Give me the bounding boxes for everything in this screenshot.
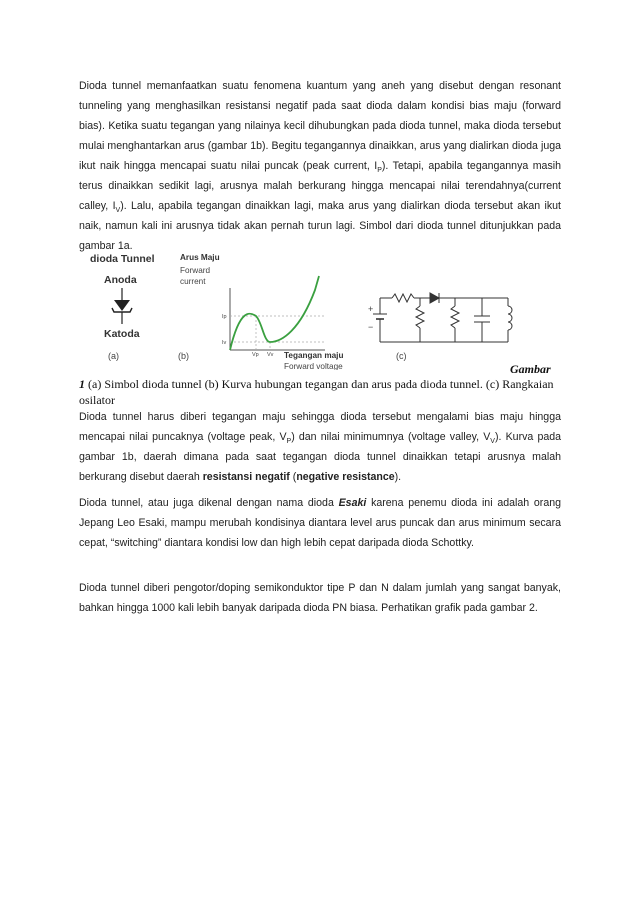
load-resistor-icon xyxy=(451,306,459,328)
figure-caption: 1 (a) Simbol dioda tunnel (b) Kurva hubungan tegangan dan arus pada dioda tunnel. (c) Rangkaian osilator xyxy=(79,377,554,407)
y-axis-label-3: current xyxy=(180,277,206,286)
paragraph-4: Dioda tunnel diberi pengotor/doping semikonduktor tipe P dan N dalam jumlah yang sangat banyak, bahkan hingga 1000 kali lebih banyak daripada dioda PN biasa. Perhatikan grafik pada gambar 2. xyxy=(79,582,561,614)
caption-gambar-word: Gambar xyxy=(510,362,551,376)
vv-tick-label: Vv xyxy=(267,352,274,358)
inductor-icon xyxy=(508,306,512,330)
iv-tick-label: Iv xyxy=(222,340,227,346)
y-axis-label-1: Arus Maju xyxy=(180,253,220,262)
series-resistor-icon xyxy=(392,294,414,302)
tunnel-diode-icon xyxy=(430,293,439,303)
figure-1 xyxy=(90,248,570,370)
oscillator-circuit xyxy=(373,293,512,342)
paragraph-2: Dioda tunnel harus diberi tegangan maju sehingga dioda tersebut mengalami bias maju hingga mencapai nilai puncaknya (voltage peak, $V_P$) dan nilai minimumnya (voltage valley, $V_V$). Kurva pada gambar 1b, daerah dimana pada saat tegangan dioda tunnel dinaikkan tetapi arusnya malah berkurang disebut daerah resistansi negatif (negative resistance). xyxy=(79,411,562,483)
iv-curve-line xyxy=(230,276,319,350)
figure-b-label: (b) xyxy=(178,351,189,361)
battery-minus-label: − xyxy=(368,322,374,332)
x-axis-label-1: Tegangan maju xyxy=(284,351,344,360)
diode-triangle-icon xyxy=(114,300,130,311)
paragraph-1: Dioda tunnel memanfaatkan suatu fenomena kuantum yang aneh yang disebut dengan resonant tunneling yang menghasilkan resistansi negatif pada saat dioda dalam kondisi bias maju (forward bias). Ketika suatu tegangan yang nilainya kecil dihubungkan pada dioda tunnel, maka dioda tersebut mulai menghantarkan arus (gambar 1b). Begitu tegangannya dinaikkan, arus yang dialirkan dioda juga ikut naik hingga mencapai suatu nilai puncak (peak current, $I_P$). Tetapi, apabila tegangannya masih terus dinaikkan sedikit lagi, arusnya malah berkurang hingga mencapai nilai terendahnya(current calley, $I_V$). Lalu, apabila tegangan dinaikkan lagi, maka arus yang dialirkan dioda tersebut akan ikut naik, namun kali ini arusnya tidak akan pernah turun lagi. Simbol dari dioda tunnel ditunjukkan pada gambar 1a. xyxy=(79,80,561,252)
figure-c-label: (c) xyxy=(396,351,407,361)
tunnel-diode-symbol xyxy=(90,253,155,361)
battery-plus-label: + xyxy=(368,304,374,314)
vp-tick-label: Vp xyxy=(252,352,259,358)
figure-a-label: (a) xyxy=(108,351,119,361)
figure-1-graphic xyxy=(90,248,570,370)
anode-label: Anoda xyxy=(104,274,137,286)
y-axis-label-2: Forward xyxy=(180,266,211,275)
ip-tick-label: Ip xyxy=(222,314,227,320)
iv-curve-graph xyxy=(178,253,343,370)
shunt-resistor-icon xyxy=(416,306,424,328)
paragraph-3: Dioda tunnel, atau juga dikenal dengan nama dioda Esaki karena penemu dioda ini adalah orang Jepang Leo Esaki, mampu merubah kondisinya diantara level arus puncak dan arus minimum secara cepat, “switching” diantara kondisi low dan high lebih cepat daripada dioda Schottky. xyxy=(79,497,561,549)
x-axis-label-2: Forward voltage xyxy=(284,362,343,370)
cathode-label: Katoda xyxy=(104,328,140,340)
symbol-title: dioda Tunnel xyxy=(90,253,155,265)
